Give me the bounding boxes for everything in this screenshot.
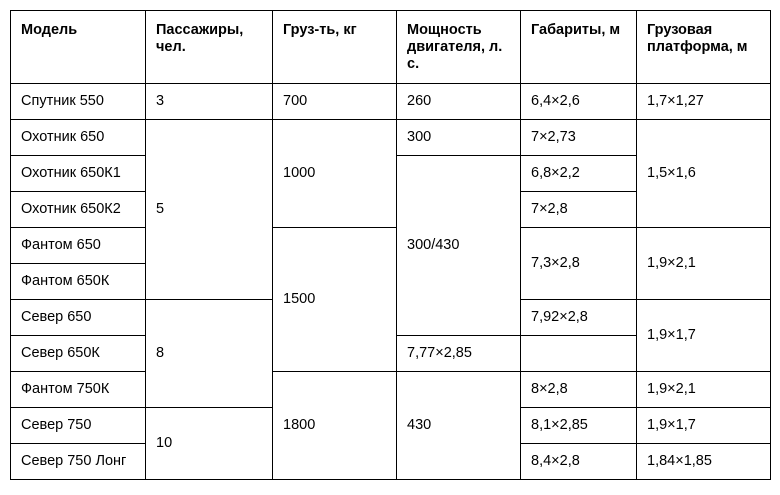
dimensions-cell: 7,3×2,8 <box>521 228 637 300</box>
passengers-cell: 8 <box>146 300 273 408</box>
table-row <box>11 84 771 120</box>
dimensions-cell: 8,1×2,85 <box>521 408 637 444</box>
dimensions-cell: 6,4×2,6 <box>521 84 637 120</box>
model-cell: Фантом 750К <box>11 372 146 408</box>
model-cell: Север 650 <box>11 300 146 336</box>
model-cell: Охотник 650 <box>11 120 146 156</box>
platform-cell: 1,9×2,1 <box>637 228 771 300</box>
model-cell: Охотник 650К1 <box>11 156 146 192</box>
model-cell: Север 650К <box>11 336 146 372</box>
power-cell: 300/430 <box>397 156 521 336</box>
power-cell: 260 <box>397 84 521 120</box>
table-row <box>11 228 771 264</box>
header-payload: Груз-ть, кг <box>273 11 397 84</box>
header-model: Модель <box>11 11 146 84</box>
header-dimensions: Габариты, м <box>521 11 637 84</box>
header-passengers: Пассажиры, чел. <box>146 11 273 84</box>
dimensions-cell: 7,92×2,8 <box>521 300 637 336</box>
dimensions-cell: 7×2,73 <box>521 120 637 156</box>
platform-cell: 1,7×1,27 <box>637 84 771 120</box>
power-cell: 300 <box>397 120 521 156</box>
platform-cell: 1,9×1,7 <box>637 408 771 444</box>
payload-cell: 1500 <box>273 228 397 372</box>
payload-cell: 1800 <box>273 372 397 480</box>
model-cell: Фантом 650К <box>11 264 146 300</box>
platform-cell: 1,9×2,1 <box>637 372 771 408</box>
dimensions-cell: 7,77×2,85 <box>397 336 521 372</box>
passengers-cell: 5 <box>146 120 273 300</box>
dimensions-cell: 6,8×2,2 <box>521 156 637 192</box>
header-power: Мощность двигателя, л. с. <box>397 11 521 84</box>
table-row <box>11 120 771 156</box>
model-cell: Охотник 650К2 <box>11 192 146 228</box>
dimensions-cell: 7×2,8 <box>521 192 637 228</box>
model-cell: Фантом 650 <box>11 228 146 264</box>
model-cell: Спутник 550 <box>11 84 146 120</box>
model-cell: Север 750 <box>11 408 146 444</box>
table-row <box>11 372 771 408</box>
model-cell: Север 750 Лонг <box>11 444 146 480</box>
dimensions-cell: 8,4×2,8 <box>521 444 637 480</box>
header-platform: Грузовая платформа, м <box>637 11 771 84</box>
platform-cell: 1,5×1,6 <box>637 120 771 228</box>
header-row <box>11 11 771 84</box>
platform-cell: 1,84×1,85 <box>637 444 771 480</box>
payload-cell: 1000 <box>273 120 397 228</box>
payload-cell: 700 <box>273 84 397 120</box>
platform-cell: 1,9×1,7 <box>637 300 771 372</box>
passengers-cell: 10 <box>146 408 273 480</box>
dimensions-cell: 8×2,8 <box>521 372 637 408</box>
passengers-cell: 3 <box>146 84 273 120</box>
specs-table <box>10 10 771 480</box>
power-cell: 430 <box>397 372 521 480</box>
